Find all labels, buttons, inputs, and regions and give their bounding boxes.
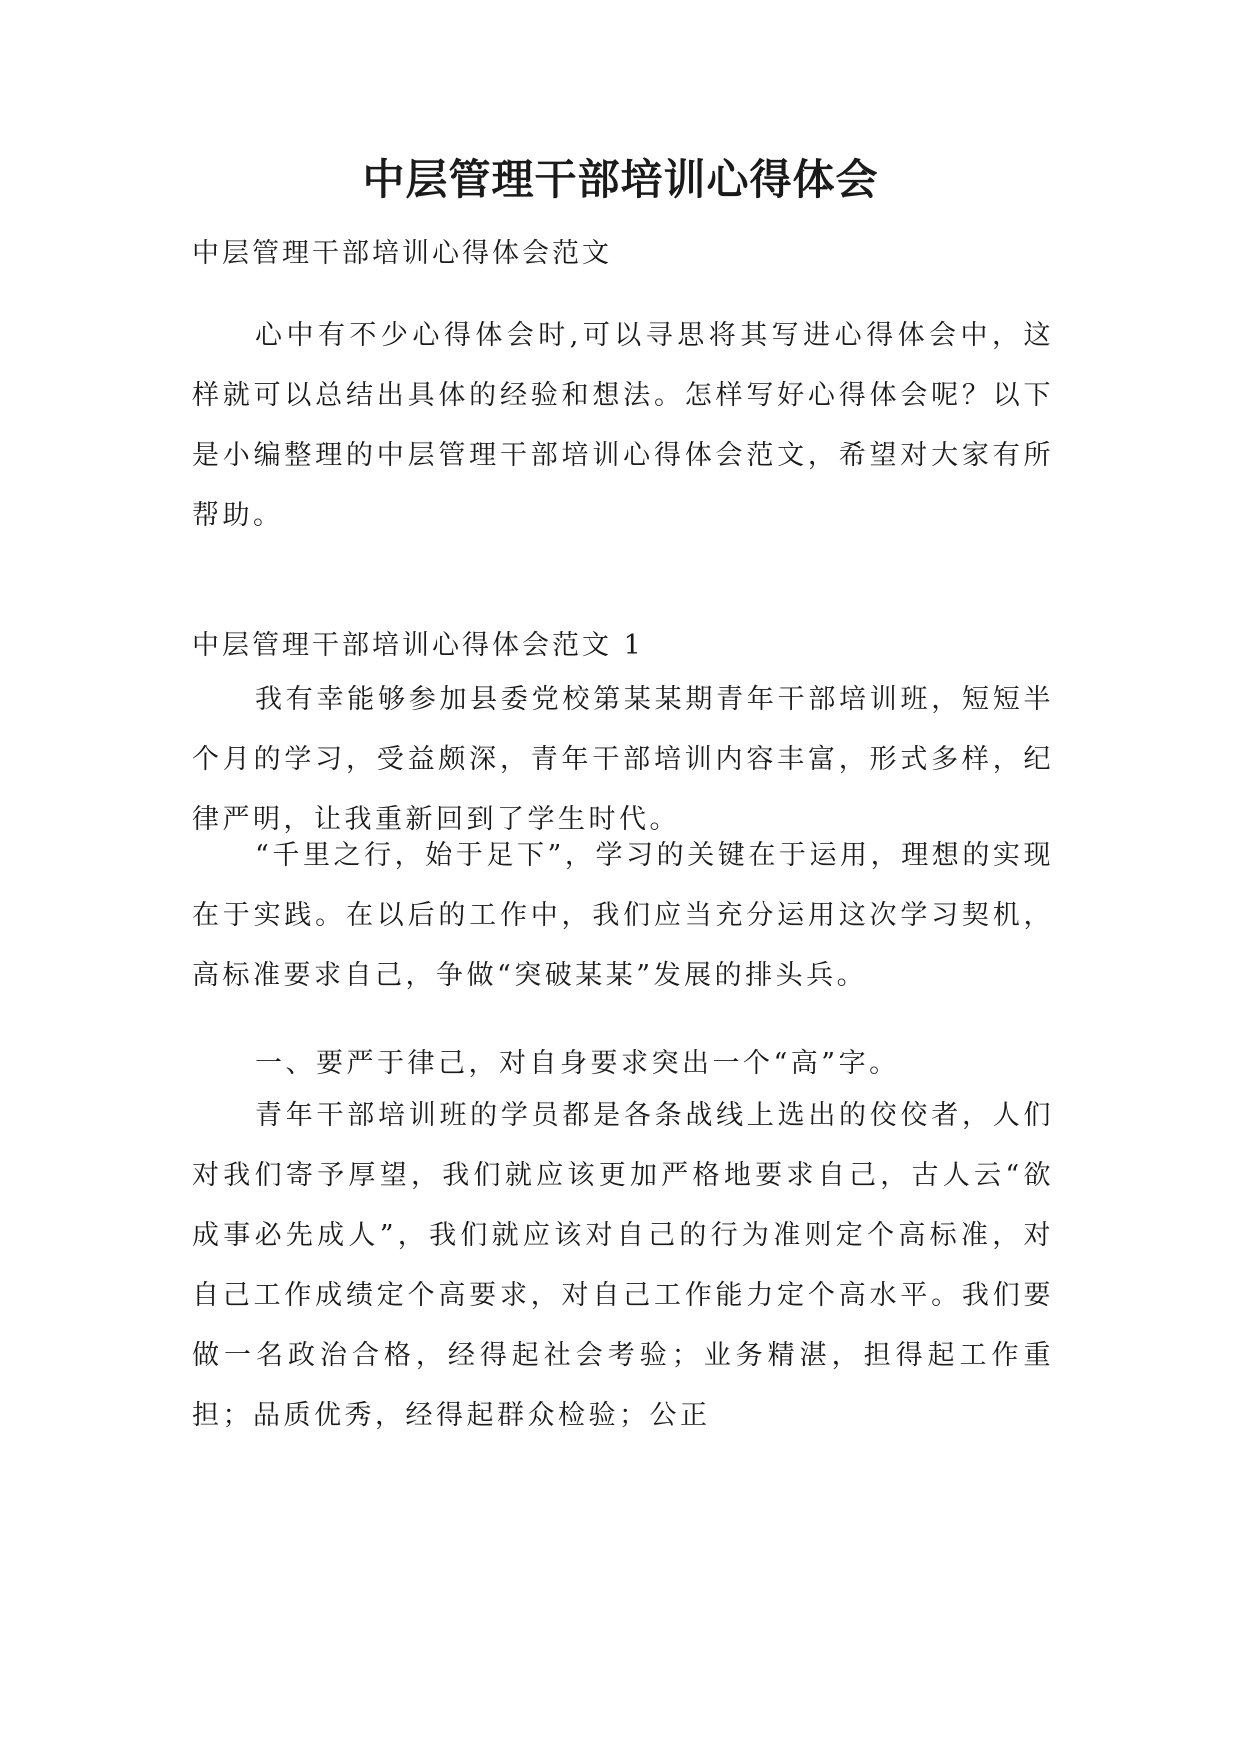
section-heading-intro: 中层管理干部培训心得体会范文 [192,238,612,269]
paragraph-2: “千里之行，始于足下”，学习的关键在于运用，理想的实现在于实践。在以后的工作中，我们应当充分运用这次学习契机，高标准要求自己，争做“突破某某”发展的排头兵。 [192,840,1054,991]
document-title: 中层管理干部培训心得体会 [362,155,879,204]
intro-paragraph: 心中有不少心得体会时,可以寻思将其写进心得体会中，这样就可以总结出具体的经验和想法。怎样写好心得体会呢？以下是小编整理的中层管理干部培训心得体会范文，希望对大家有所帮助。 [192,320,1054,531]
paragraph-1: 我有幸能够参加县委党校第某某期青年干部培训班，短短半个月的学习，受益颇深，青年干部培训内容丰富，形式多样，纪律严明，让我重新回到了学生时代。 [192,684,1054,835]
paragraph-3-subheading: 一、要严于律己，对自身要求突出一个“高”字。 [255,1048,900,1079]
section-heading-1: 中层管理干部培训心得体会范文 1 [192,630,644,661]
paragraph-4: 青年干部培训班的学员都是各条战线上选出的佼佼者，人们对我们寄予厚望，我们就应该更加严格地要求自己，古人云“欲成事必先成人”，我们就应该对自己的行为准则定个高标准，对自己工作成绩定个高要求，对自己工作能力定个高水平。我们要做一名政治合格，经得起社会考验；业务精湛，担得起工作重担；品质优秀，经得起群众检验；公正 [192,1100,1054,1431]
